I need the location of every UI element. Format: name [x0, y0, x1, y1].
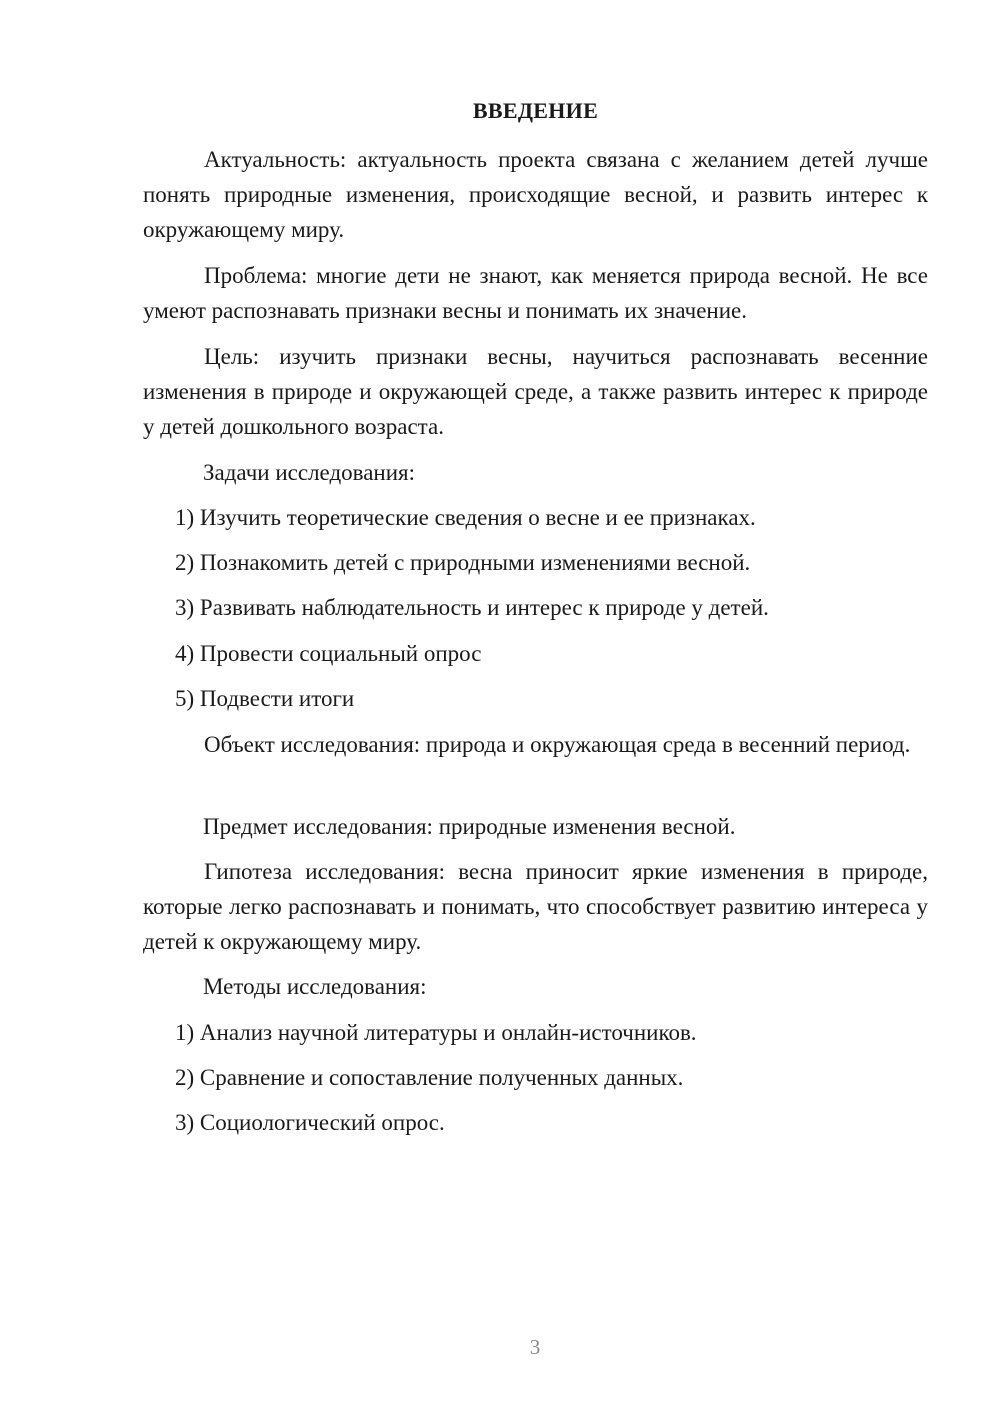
subject-paragraph: Предмет исследования: природные изменения весной.	[203, 814, 736, 839]
goal-paragraph: Цель: изучить признаки весны, научиться распознавать весенние изменения в природе и окружающей среде, а также развить интерес к природе у детей дошкольного возраста.	[143, 344, 928, 439]
task-item: 4) Провести социальный опрос	[175, 641, 482, 666]
section-title: ВВЕДЕНИЕ	[472, 98, 599, 123]
tasks-heading: Задачи исследования:	[203, 460, 416, 485]
task-item: 2) Познакомить детей с природными изменениями весной.	[175, 550, 751, 575]
hypothesis-paragraph: Гипотеза исследования: весна приносит яркие изменения в природе, которые легко распознавать и понимать, что способствует развитию интереса у детей к окружающему миру.	[143, 859, 928, 954]
page-number: 3	[529, 1335, 541, 1359]
relevance-paragraph: Актуальность: актуальность проекта связана с желанием детей лучше понять природные изменения, происходящие весной, и развить интерес к окружающему миру.	[143, 147, 928, 242]
method-item: 2) Сравнение и сопоставление полученных данных.	[175, 1065, 684, 1090]
method-item: 1) Анализ научной литературы и онлайн-источников.	[175, 1020, 697, 1045]
object-paragraph: Объект исследования: природа и окружающая среда в весенний период.	[204, 732, 911, 757]
task-item: 5) Подвести итоги	[175, 686, 355, 711]
methods-heading: Методы исследования:	[203, 974, 427, 999]
method-item: 3) Социологический опрос.	[175, 1110, 445, 1135]
problem-paragraph: Проблема: многие дети не знают, как меняется природа весной. Не все умеют распознавать признаки весны и понимать их значение.	[143, 263, 928, 323]
task-item: 3) Развивать наблюдательность и интерес к природе у детей.	[175, 595, 769, 620]
task-item: 1) Изучить теоретические сведения о весне и ее признаках.	[175, 505, 756, 530]
